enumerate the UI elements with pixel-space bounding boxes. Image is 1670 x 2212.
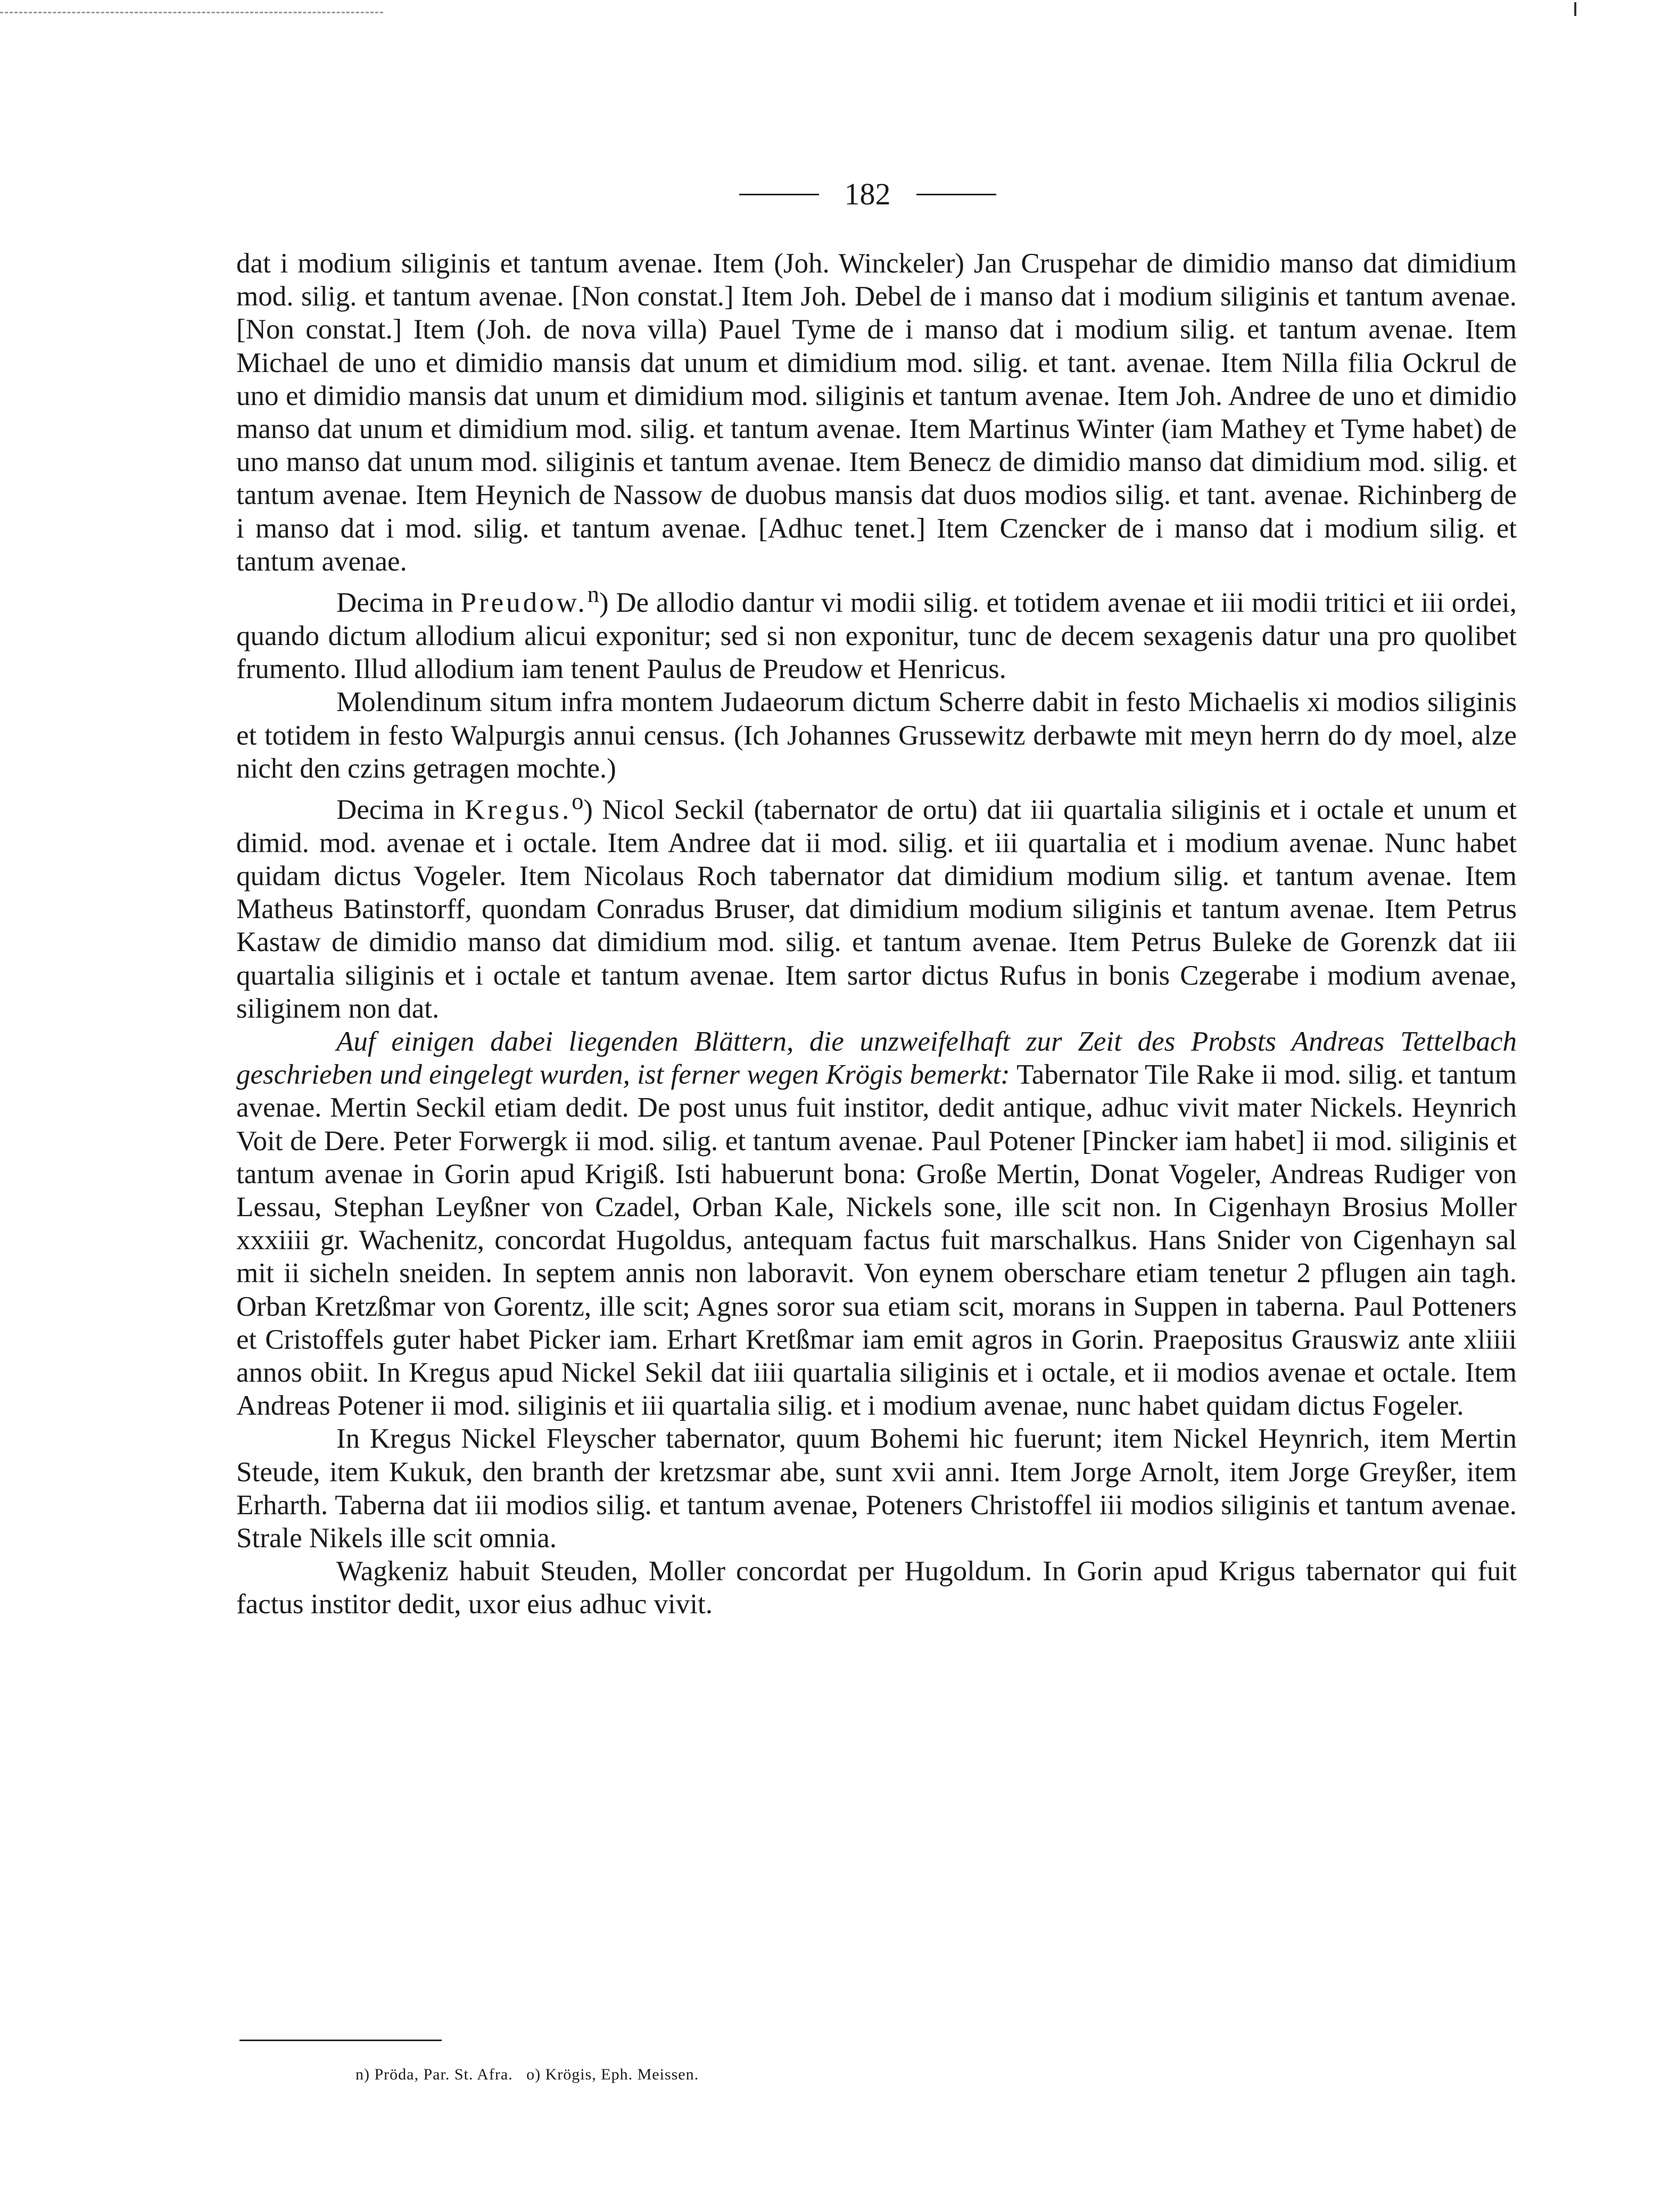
paragraph-lead: Decima in: [336, 794, 456, 826]
paragraph-editorial-note: [236, 1025, 1517, 1422]
main-text: [236, 247, 1517, 1621]
paragraph-wagkeniz: Wagkeniz habuit Steuden, Moller concordat per Hugoldum. In Gorin apud Krigus tabernator qui fuit factus institor dedit, uxor eius adhuc vivit.: [236, 1556, 1517, 1620]
footnote-marker-o: o: [572, 788, 584, 814]
header-dash-right: [916, 194, 996, 195]
footnotes: [356, 2065, 699, 2084]
scan-edge-mark: [0, 12, 383, 13]
footnote-divider: [239, 2040, 442, 2041]
paragraph-molendinum: Molendinum situm infra montem Judaeorum dictum Scherre dabit in festo Michaelis xi modios siliginis et totidem in festo Walpurgis annui census. (Ich Johannes Grussewitz derbawte mit meyn herrn do dy moel, alze nicht den czins getragen mochte.): [236, 687, 1517, 784]
editorial-italic-text: Auf einigen dabei liegenden Blättern, die unzweifelhaft zur Zeit des Probsts Andreas Tettelbach geschrieben und eingelegt wurden, ist ferner wegen Krögis bemerkt:: [236, 1026, 1517, 1091]
scan-edge-tick: [1574, 2, 1576, 16]
place-name-preudow: Preudow.: [460, 587, 588, 618]
header-dash-left: [739, 194, 819, 195]
paragraph-kregus: [236, 785, 1517, 1025]
paragraph-text: ) Nicol Seckil (tabernator de ortu) dat iii quartalia siliginis et i octale et unum et dimid. mod. avenae et i octale. Item Andree dat ii mod. silig. et iii quartalia et i modium avenae. Nunc habet quidam dictus Vogeler. Item Nicolaus Roch tabernator dat dimidium modium silig. et tantum avenae. Item Matheus Batinstorff, quondam Conradus Bruser, dat dimidium modium siliginis et tantum avenae. Item Petrus Kastaw de dimidio manso dat dimidium mod. silig. et tantum avenae. Item Petrus Buleke de Gorenzk dat iii quartalia siliginis et i octale et tantum avenae. Item sartor dictus Rufus in bonis Czegerabe i modium avenae, siliginem non dat.: [236, 794, 1517, 1024]
place-name-kregus: Kregus.: [464, 794, 572, 826]
page-header: [729, 170, 1006, 218]
footnote-marker-n: n: [587, 581, 599, 608]
footnote-n: n) Pröda, Par. St. Afra.: [356, 2066, 513, 2083]
paragraph-lead: Decima in: [336, 587, 453, 618]
paragraph-fleyscher: In Kregus Nickel Fleyscher tabernator, quum Bohemi hic fuerunt; item Nickel Heynrich, item Mertin Steude, item Kukuk, den branth der kretzsmar abe, sunt xvii anni. Item Jorge Arnolt, item Jorge Greyßer, item Erharth. Taberna dat iii modios silig. et tantum avenae, Poteners Christoffel iii modios siliginis et tantum avenae. Strale Nikels ille scit omnia.: [236, 1423, 1517, 1554]
paragraph-text: ) De allodio dantur vi modii silig. et totidem avenae et iii modii tritici et iii ordei, quando dictum allodium alicui exponitur; sed si non exponitur, tunc de decem sexagenis datur una pro quolibet frumento. Illud allodium iam tenent Paulus de Preudow et Henricus.: [236, 587, 1517, 685]
page-number: 182: [844, 177, 891, 211]
paragraph-text: Tabernator Tile Rake ii mod. silig. et tantum avenae. Mertin Seckil etiam dedit. De post unus fuit institor, dedit antique, adhuc vivit mater Nickels. Heynrich Voit de Dere. Peter Forwergk ii mod. silig. et tantum avenae. Paul Potener [Pincker iam habet] ii mod. siliginis et tantum avenae in Gorin apud Krigiß. Isti habuerunt bona: Große Mertin, Donat Vogeler, Andreas Rudiger von Lessau, Stephan Leyßner von Czadel, Orban Kale, Nickels sone, ille scit non. In Cigenhayn Brosius Moller xxxiiii gr. Wachenitz, concordat Hugoldus, antequam factus fuit marschalkus. Hans Snider von Cigenhayn sal mit ii sicheln sneiden. In septem annis non laboravit. Von eynem oberschare etiam tenetur 2 pflugen ain tagh. Orban Kretzßmar von Gorentz, ille scit; Agnes soror sua etiam scit, morans in Suppen in taberna. Paul Potteners et Cristoffels guter habet Picker iam. Erhart Kretßmar iam emit agros in Gorin. Praepositus Grauswiz ante xliiii annos obiit. In Kregus apud Nickel Sekil dat iiii quartalia siliginis et i octale, et ii modios avenae et octale. Item Andreas Potener ii mod. siliginis et iii quartalia silig. et i modium avenae, nunc habet quidam dictus Fogeler.: [236, 1059, 1517, 1422]
footnote-o: o) Krögis, Eph. Meissen.: [526, 2066, 699, 2083]
paragraph-1: dat i modium siliginis et tantum avenae. Item (Joh. Winckeler) Jan Cruspehar de dimidio manso dat dimidium mod. silig. et tantum avenae. [Non constat.] Item Joh. Debel de i manso dat i modium siliginis et tantum avenae. [Non constat.] Item (Joh. de nova villa) Pauel Tyme de i manso dat i modium silig. et tantum avenae. Item Michael de uno et dimidio mansis dat unum et dimidium mod. silig. et tant. avenae. Item Nilla filia Ockrul de uno et dimidio mansis dat unum et dimidium mod. siliginis et tantum avenae. Item Joh. Andree de uno et dimidio manso dat unum et dimidium mod. silig. et tantum avenae. Item Martinus Winter (iam Mathey et Tyme habet) de uno manso dat unum mod. siliginis et tantum avenae. Item Benecz de dimidio manso dat dimidium mod. silig. et tantum avenae. Item Heynich de Nassow de duobus mansis dat duos modios silig. et tant. avenae. Richinberg de i manso dat i mod. silig. et tantum avenae. [Adhuc tenet.] Item Czencker de i manso dat i modium silig. et tantum avenae.: [236, 248, 1517, 577]
paragraph-preudow: [236, 578, 1517, 686]
